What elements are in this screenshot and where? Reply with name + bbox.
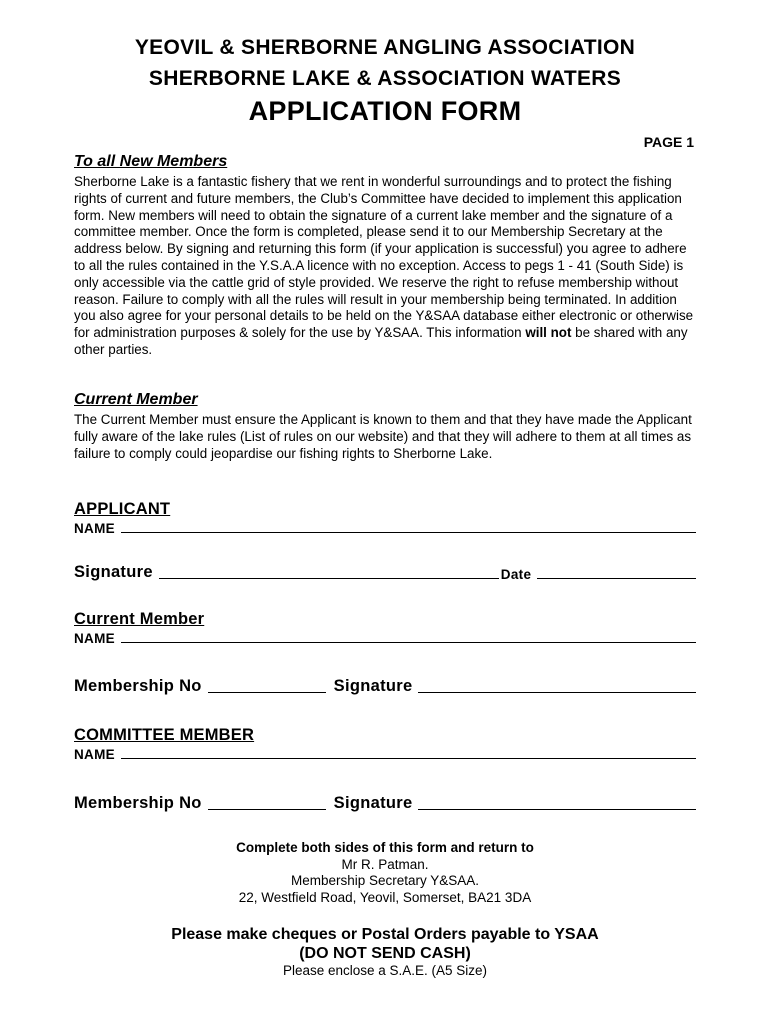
current-member-name-row: [74, 631, 696, 646]
form-title: APPLICATION FORM: [248, 96, 522, 126]
committee-member-heading: COMMITTEE MEMBER: [74, 726, 255, 744]
current-member-signature-field[interactable]: [418, 692, 696, 693]
secretary-role: Membership Secretary Y&SAA.: [290, 873, 480, 888]
current-member-membership-field[interactable]: [208, 692, 326, 693]
current-member-details-row: [74, 677, 696, 696]
committee-member-signature-field[interactable]: [418, 809, 696, 810]
current-member-name-field[interactable]: [121, 642, 696, 643]
applicant-date-label: Date: [500, 567, 532, 582]
committee-member-membership-field[interactable]: [208, 809, 326, 810]
current-member-note-heading: Current Member: [74, 391, 198, 408]
committee-member-name-row: [74, 747, 696, 762]
committee-member-details-row: [74, 794, 696, 813]
new-members-paragraph: [74, 174, 696, 359]
secretary-name: Mr R. Patman.: [341, 856, 429, 872]
payment-instructions: [0, 925, 770, 963]
return-address-block: [0, 840, 770, 906]
association-name: YEOVIL & SHERBORNE ANGLING ASSOCIATION: [134, 36, 636, 59]
applicant-signature-field[interactable]: [159, 578, 499, 579]
current-member-signature-label: Signature: [333, 677, 413, 695]
new-members-heading: To all New Members: [74, 153, 228, 170]
new-members-emphasis: will not: [525, 325, 572, 341]
applicant-signature-row: [74, 563, 696, 582]
applicant-date-field[interactable]: [537, 578, 696, 579]
applicant-name-field[interactable]: [121, 532, 696, 533]
payment-line: Please make cheques or Postal Orders payable to YSAA: [171, 926, 599, 943]
current-member-heading: Current Member: [74, 610, 205, 628]
committee-member-membership-label: Membership No: [74, 794, 202, 812]
committee-member-name-field[interactable]: [121, 758, 696, 759]
no-cash-line: (DO NOT SEND CASH): [299, 945, 471, 962]
current-member-membership-label: Membership No: [74, 677, 202, 695]
secretary-address: 22, Westfield Road, Yeovil, Somerset, BA21 3DA: [238, 889, 532, 905]
return-instruction: Complete both sides of this form and return to: [236, 840, 534, 855]
new-members-text: Sherborne Lake is a fantastic fishery that we rent in wonderful surroundings and to protect the fishing rights of current and future members, the Club’s Committee have decided to implement this application form. New members will need to obtain the signature of a current lake member and the signature of a committee member. Once the form is completed, please send it to our Membership Secretary at the address below. By signing and returning this form (if your application is successful) you agree to adhere to all the rules contained in the Y.S.A.A licence with no exception. Access to pegs 1 - 41 (South Side) is only accessible via the cattle grid of style provided. We reserve the right to refuse membership without reason. Failure to comply with all the rules will result in your membership being terminated. In addition you also agree for your personal details to be held on the Y&SAA database either electronic or otherwise for administration purposes & solely for the use by Y&SAA. This information: [74, 174, 694, 341]
new-members-text-end: be shared with any other parties.: [74, 325, 688, 357]
waters-title: SHERBORNE LAKE & ASSOCIATION WATERS: [148, 67, 622, 90]
applicant-heading: APPLICANT: [74, 500, 171, 518]
committee-member-signature-label: Signature: [333, 794, 413, 812]
sae-note: Please enclose a S.A.E. (A5 Size): [282, 963, 488, 978]
applicant-signature-label: Signature: [74, 563, 153, 581]
current-member-note-paragraph: The Current Member must ensure the Applicant is known to them and that they have made the Applicant fully aware of the lake rules (List of rules on our website) and that they will adhere to them at all times as failure to comply could jeopardise our fishing rights to Sherborne Lake.: [74, 412, 692, 461]
current-member-name-label: NAME: [74, 631, 115, 646]
applicant-name-label: NAME: [74, 521, 115, 536]
committee-member-name-label: NAME: [74, 747, 115, 762]
page-number: PAGE 1: [643, 134, 694, 150]
applicant-name-row: [74, 521, 696, 536]
